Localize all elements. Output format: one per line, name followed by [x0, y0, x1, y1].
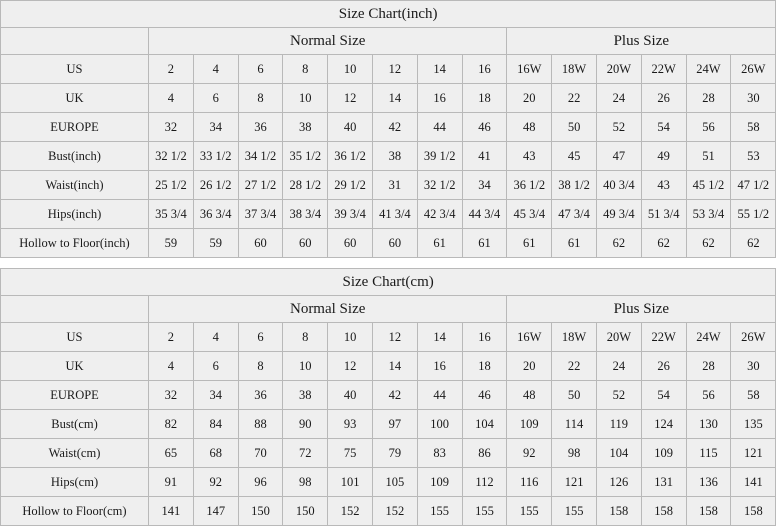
- corner-cell: [1, 296, 149, 323]
- cell: 52: [596, 381, 641, 410]
- cell: 46: [462, 113, 507, 142]
- cell: 155: [552, 497, 597, 526]
- cell: 52: [596, 113, 641, 142]
- cell: 88: [238, 410, 283, 439]
- cell: 34: [193, 113, 238, 142]
- cell: 75: [328, 439, 373, 468]
- cell: 38 3/4: [283, 200, 328, 229]
- cell: 26W: [731, 55, 776, 84]
- chart-title-row: [1, 1, 776, 28]
- cell: 93: [328, 410, 373, 439]
- cell: 59: [193, 229, 238, 258]
- cell: 60: [283, 229, 328, 258]
- cell: 22: [552, 352, 597, 381]
- size-chart-inch: [0, 0, 770, 258]
- cell: 26 1/2: [193, 171, 238, 200]
- group-normal-size: Normal Size: [149, 28, 507, 55]
- table-row: [1, 84, 776, 113]
- row-label-bust: Bust(cm): [1, 410, 149, 439]
- chart-separator: [0, 258, 686, 268]
- cell: 104: [462, 410, 507, 439]
- cell: 38: [372, 142, 417, 171]
- cell: 12: [328, 352, 373, 381]
- cell: 65: [149, 439, 194, 468]
- row-label-hollow-to-floor: Hollow to Floor(cm): [1, 497, 149, 526]
- cell: 26: [641, 352, 686, 381]
- chart-title: Size Chart(inch): [1, 1, 776, 28]
- cell: 8: [238, 352, 283, 381]
- row-label-us: US: [1, 55, 149, 84]
- cell: 4: [149, 84, 194, 113]
- cell: 51: [686, 142, 731, 171]
- cell: 136: [686, 468, 731, 497]
- cell: 141: [149, 497, 194, 526]
- cell: 16W: [507, 55, 552, 84]
- cell: 32: [149, 381, 194, 410]
- cell: 56: [686, 113, 731, 142]
- cell: 34: [193, 381, 238, 410]
- row-label-hips: Hips(cm): [1, 468, 149, 497]
- cell: 54: [641, 113, 686, 142]
- cell: 97: [372, 410, 417, 439]
- cell: 10: [328, 55, 373, 84]
- cell: 26: [641, 84, 686, 113]
- cell: 25 1/2: [149, 171, 194, 200]
- cell: 50: [552, 381, 597, 410]
- cell: 31: [372, 171, 417, 200]
- cell: 131: [641, 468, 686, 497]
- cell: 16: [462, 55, 507, 84]
- row-label-europe: EUROPE: [1, 381, 149, 410]
- cell: 28 1/2: [283, 171, 328, 200]
- cell: 44: [417, 381, 462, 410]
- table-row: [1, 381, 776, 410]
- cell: 96: [238, 468, 283, 497]
- cell: 53 3/4: [686, 200, 731, 229]
- cell: 155: [417, 497, 462, 526]
- cell: 38 1/2: [552, 171, 597, 200]
- cell: 12: [372, 323, 417, 352]
- cell: 24W: [686, 55, 731, 84]
- cell: 61: [462, 229, 507, 258]
- row-label-hips: Hips(inch): [1, 200, 149, 229]
- chart-group-row: [1, 296, 776, 323]
- cell: 158: [686, 497, 731, 526]
- cell: 32: [149, 113, 194, 142]
- cell: 46: [462, 381, 507, 410]
- cell: 18W: [552, 323, 597, 352]
- cell: 37 3/4: [238, 200, 283, 229]
- cell: 36 3/4: [193, 200, 238, 229]
- table-row: [1, 200, 776, 229]
- cell: 24W: [686, 323, 731, 352]
- group-plus-size: Plus Size: [507, 296, 776, 323]
- cell: 36: [238, 381, 283, 410]
- cell: 22W: [641, 55, 686, 84]
- cell: 126: [596, 468, 641, 497]
- cell: 114: [552, 410, 597, 439]
- cell: 4: [193, 323, 238, 352]
- chart-title: Size Chart(cm): [1, 269, 776, 296]
- cell: 43: [507, 142, 552, 171]
- cell: 14: [372, 84, 417, 113]
- cell: 92: [507, 439, 552, 468]
- cell: 135: [731, 410, 776, 439]
- cell: 55 1/2: [731, 200, 776, 229]
- cell: 141: [731, 468, 776, 497]
- cell: 20: [507, 352, 552, 381]
- cell: 27 1/2: [238, 171, 283, 200]
- cell: 36 1/2: [507, 171, 552, 200]
- cell: 119: [596, 410, 641, 439]
- cell: 2: [149, 55, 194, 84]
- cell: 35 3/4: [149, 200, 194, 229]
- cell: 12: [372, 55, 417, 84]
- cell: 26W: [731, 323, 776, 352]
- cell: 150: [283, 497, 328, 526]
- row-label-uk: UK: [1, 352, 149, 381]
- cell: 16W: [507, 323, 552, 352]
- cell: 28: [686, 352, 731, 381]
- cell: 14: [372, 352, 417, 381]
- cell: 58: [731, 113, 776, 142]
- table-row: [1, 468, 776, 497]
- cell: 20W: [596, 55, 641, 84]
- cell: 41: [462, 142, 507, 171]
- size-chart-inch-table: [0, 0, 776, 258]
- cell: 124: [641, 410, 686, 439]
- row-label-waist: Waist(cm): [1, 439, 149, 468]
- table-row: [1, 352, 776, 381]
- cell: 100: [417, 410, 462, 439]
- cell: 61: [417, 229, 462, 258]
- cell: 90: [283, 410, 328, 439]
- cell: 47: [596, 142, 641, 171]
- cell: 18: [462, 352, 507, 381]
- cell: 60: [328, 229, 373, 258]
- cell: 155: [462, 497, 507, 526]
- cell: 14: [417, 323, 462, 352]
- cell: 42 3/4: [417, 200, 462, 229]
- cell: 109: [417, 468, 462, 497]
- cell: 30: [731, 352, 776, 381]
- cell: 6: [238, 323, 283, 352]
- cell: 48: [507, 113, 552, 142]
- cell: 70: [238, 439, 283, 468]
- row-label-waist: Waist(inch): [1, 171, 149, 200]
- cell: 115: [686, 439, 731, 468]
- cell: 6: [238, 55, 283, 84]
- cell: 32 1/2: [417, 171, 462, 200]
- table-row: [1, 229, 776, 258]
- table-row: [1, 113, 776, 142]
- cell: 47 3/4: [552, 200, 597, 229]
- size-chart-cm-table: [0, 268, 776, 526]
- cell: 45 3/4: [507, 200, 552, 229]
- cell: 44: [417, 113, 462, 142]
- cell: 92: [193, 468, 238, 497]
- cell: 49: [641, 142, 686, 171]
- cell: 24: [596, 84, 641, 113]
- cell: 68: [193, 439, 238, 468]
- cell: 38: [283, 381, 328, 410]
- cell: 2: [149, 323, 194, 352]
- cell: 4: [149, 352, 194, 381]
- cell: 130: [686, 410, 731, 439]
- cell: 18W: [552, 55, 597, 84]
- cell: 12: [328, 84, 373, 113]
- cell: 84: [193, 410, 238, 439]
- cell: 30: [731, 84, 776, 113]
- cell: 20W: [596, 323, 641, 352]
- cell: 36: [238, 113, 283, 142]
- cell: 86: [462, 439, 507, 468]
- cell: 6: [193, 84, 238, 113]
- size-chart-cm: [0, 268, 766, 526]
- cell: 58: [731, 381, 776, 410]
- cell: 54: [641, 381, 686, 410]
- cell: 104: [596, 439, 641, 468]
- cell: 42: [372, 113, 417, 142]
- cell: 82: [149, 410, 194, 439]
- group-normal-size: Normal Size: [149, 296, 507, 323]
- cell: 72: [283, 439, 328, 468]
- table-row: [1, 410, 776, 439]
- cell: 24: [596, 352, 641, 381]
- cell: 4: [193, 55, 238, 84]
- cell: 33 1/2: [193, 142, 238, 171]
- cell: 158: [596, 497, 641, 526]
- cell: 44 3/4: [462, 200, 507, 229]
- cell: 98: [283, 468, 328, 497]
- cell: 41 3/4: [372, 200, 417, 229]
- row-label-us: US: [1, 323, 149, 352]
- corner-cell: [1, 28, 149, 55]
- cell: 83: [417, 439, 462, 468]
- cell: 39 3/4: [328, 200, 373, 229]
- table-row: [1, 142, 776, 171]
- cell: 10: [328, 323, 373, 352]
- cell: 10: [283, 352, 328, 381]
- cell: 34: [462, 171, 507, 200]
- cell: 45 1/2: [686, 171, 731, 200]
- cell: 18: [462, 84, 507, 113]
- table-row: [1, 171, 776, 200]
- cell: 40: [328, 381, 373, 410]
- row-label-uk: UK: [1, 84, 149, 113]
- cell: 8: [238, 84, 283, 113]
- cell: 6: [193, 352, 238, 381]
- cell: 98: [552, 439, 597, 468]
- cell: 28: [686, 84, 731, 113]
- cell: 36 1/2: [328, 142, 373, 171]
- cell: 62: [731, 229, 776, 258]
- cell: 16: [417, 352, 462, 381]
- cell: 32 1/2: [149, 142, 194, 171]
- table-row: [1, 439, 776, 468]
- cell: 38: [283, 113, 328, 142]
- cell: 109: [507, 410, 552, 439]
- row-label-hollow-to-floor: Hollow to Floor(inch): [1, 229, 149, 258]
- cell: 62: [596, 229, 641, 258]
- cell: 61: [507, 229, 552, 258]
- cell: 35 1/2: [283, 142, 328, 171]
- cell: 34 1/2: [238, 142, 283, 171]
- cell: 152: [372, 497, 417, 526]
- cell: 49 3/4: [596, 200, 641, 229]
- cell: 22: [552, 84, 597, 113]
- cell: 29 1/2: [328, 171, 373, 200]
- cell: 147: [193, 497, 238, 526]
- row-label-bust: Bust(inch): [1, 142, 149, 171]
- table-row: [1, 497, 776, 526]
- cell: 42: [372, 381, 417, 410]
- table-row: [1, 55, 776, 84]
- cell: 16: [462, 323, 507, 352]
- cell: 62: [641, 229, 686, 258]
- chart-group-row: [1, 28, 776, 55]
- cell: 53: [731, 142, 776, 171]
- cell: 50: [552, 113, 597, 142]
- cell: 8: [283, 55, 328, 84]
- cell: 101: [328, 468, 373, 497]
- cell: 61: [552, 229, 597, 258]
- cell: 48: [507, 381, 552, 410]
- cell: 155: [507, 497, 552, 526]
- cell: 109: [641, 439, 686, 468]
- cell: 121: [731, 439, 776, 468]
- cell: 116: [507, 468, 552, 497]
- cell: 158: [641, 497, 686, 526]
- cell: 150: [238, 497, 283, 526]
- cell: 45: [552, 142, 597, 171]
- cell: 47 1/2: [731, 171, 776, 200]
- cell: 56: [686, 381, 731, 410]
- cell: 62: [686, 229, 731, 258]
- cell: 8: [283, 323, 328, 352]
- cell: 79: [372, 439, 417, 468]
- group-plus-size: Plus Size: [507, 28, 776, 55]
- cell: 22W: [641, 323, 686, 352]
- cell: 40 3/4: [596, 171, 641, 200]
- cell: 16: [417, 84, 462, 113]
- cell: 20: [507, 84, 552, 113]
- cell: 121: [552, 468, 597, 497]
- cell: 51 3/4: [641, 200, 686, 229]
- row-label-europe: EUROPE: [1, 113, 149, 142]
- cell: 112: [462, 468, 507, 497]
- cell: 40: [328, 113, 373, 142]
- cell: 91: [149, 468, 194, 497]
- cell: 60: [372, 229, 417, 258]
- cell: 60: [238, 229, 283, 258]
- cell: 14: [417, 55, 462, 84]
- cell: 105: [372, 468, 417, 497]
- cell: 59: [149, 229, 194, 258]
- table-row: [1, 323, 776, 352]
- cell: 158: [731, 497, 776, 526]
- cell: 10: [283, 84, 328, 113]
- cell: 152: [328, 497, 373, 526]
- cell: 39 1/2: [417, 142, 462, 171]
- chart-title-row: [1, 269, 776, 296]
- cell: 43: [641, 171, 686, 200]
